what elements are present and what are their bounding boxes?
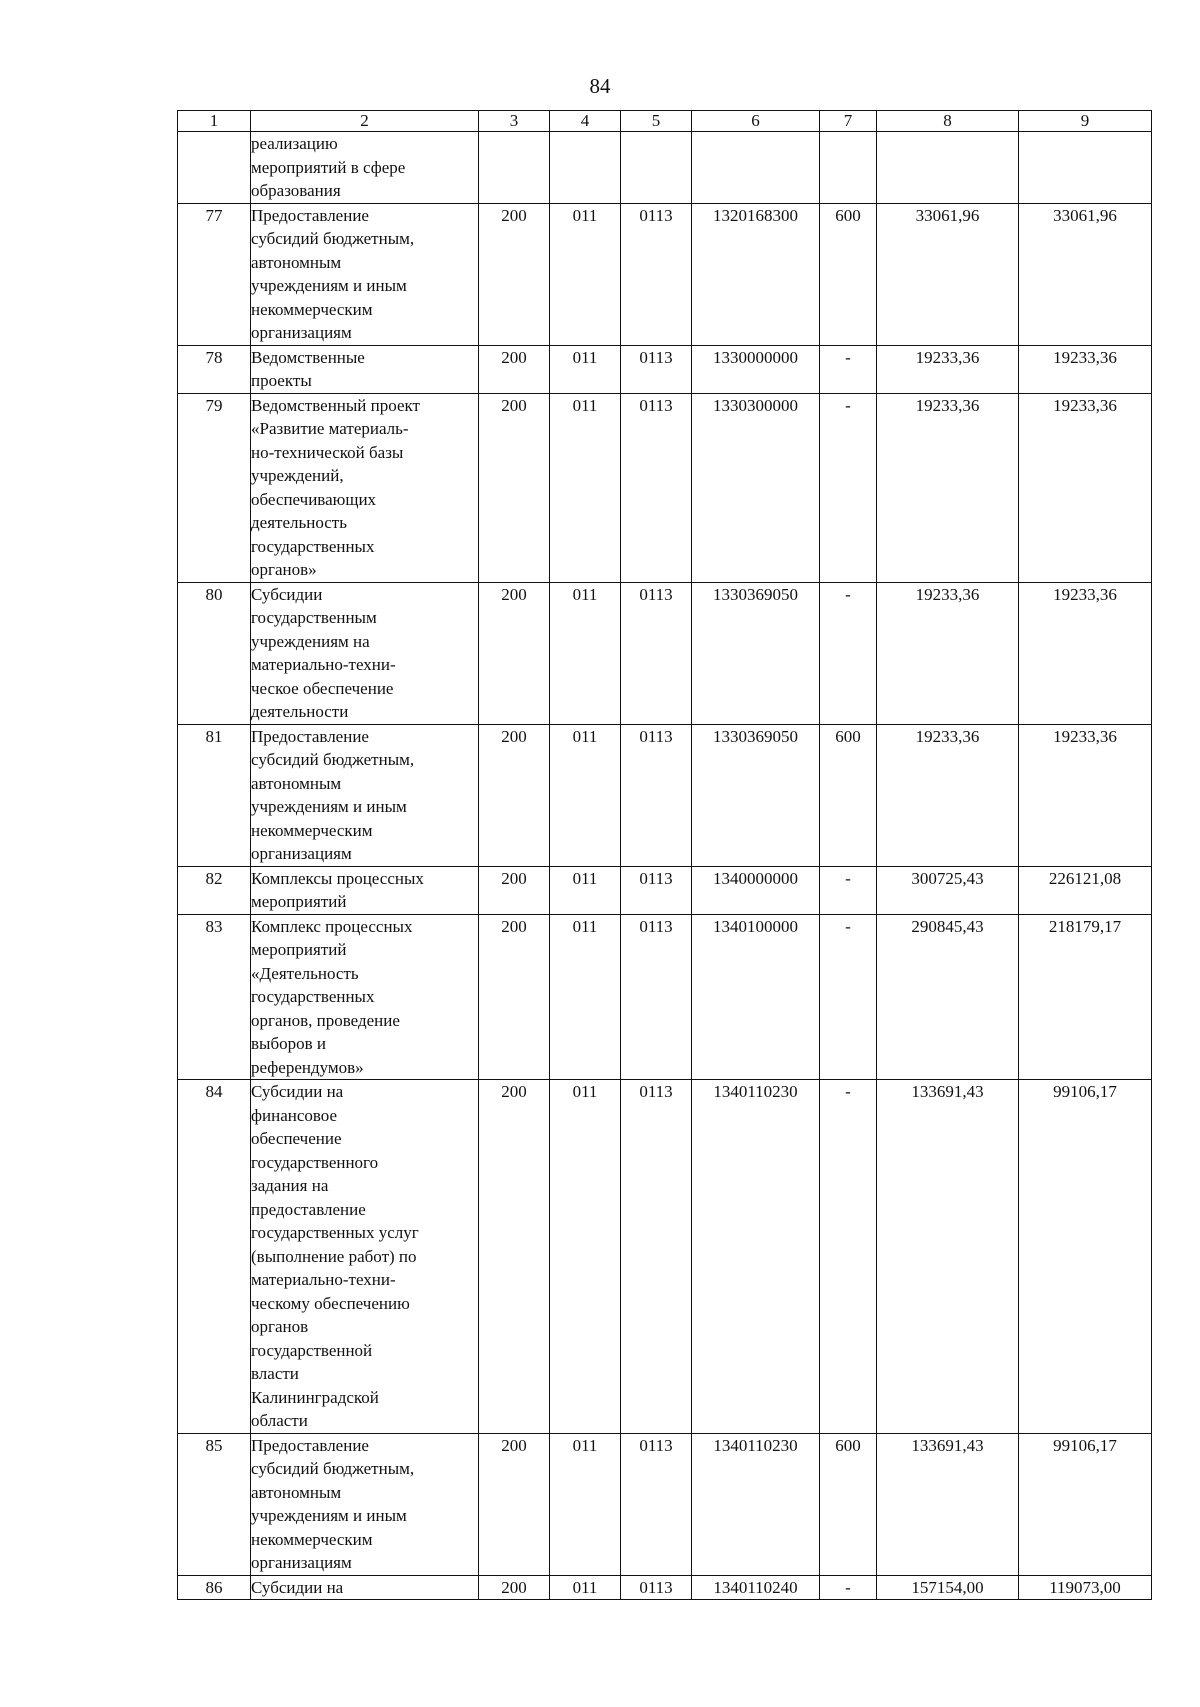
- amount-cell: 33061,96: [877, 203, 1019, 345]
- table-row: [178, 132, 1152, 204]
- column7-cell: -: [820, 393, 877, 582]
- item-name: [251, 132, 479, 204]
- table-row: [178, 1433, 1152, 1575]
- column-header-2: 2: [251, 111, 479, 132]
- item-name-line: «Деятельность: [251, 963, 359, 983]
- item-name-line: мероприятий в сфере: [251, 157, 406, 177]
- item-name-line: ческому обеспечению: [251, 1293, 410, 1313]
- column-header-3: 3: [479, 111, 550, 132]
- item-name-line: организациям: [251, 844, 352, 863]
- table-row: [178, 203, 1152, 345]
- table-row: [178, 914, 1152, 1080]
- item-name-line: образования: [251, 181, 341, 200]
- column5-cell: 0113: [621, 345, 692, 393]
- item-name-line: мероприятий: [251, 940, 347, 959]
- item-name-line: учреждениям на: [251, 631, 370, 651]
- column4-cell: [550, 132, 621, 204]
- item-name-line: области: [251, 1411, 308, 1430]
- item-name-line: (выполнение работ) по: [251, 1246, 417, 1266]
- column3-cell: 200: [479, 914, 550, 1080]
- page-number: 84: [589, 74, 611, 98]
- item-name-line: власти: [251, 1364, 299, 1383]
- header-row: [178, 111, 1152, 132]
- code-cell: 1320168300: [692, 203, 820, 345]
- column-header-1: 1: [178, 111, 251, 132]
- item-name-line: государственных: [251, 987, 375, 1006]
- column5-cell: 0113: [621, 203, 692, 345]
- code-cell: 1340000000: [692, 866, 820, 914]
- row-number: 79: [178, 393, 251, 582]
- column4-cell: 011: [550, 866, 621, 914]
- item-name-line: обеспечение: [251, 1129, 342, 1148]
- column5-cell: 0113: [621, 1433, 692, 1575]
- item-name-line: деятельности: [251, 702, 349, 721]
- column7-cell: -: [820, 1575, 877, 1600]
- column3-cell: 200: [479, 393, 550, 582]
- item-name-line: реализацию: [251, 134, 338, 153]
- amount-cell: 157154,00: [877, 1575, 1019, 1600]
- column4-cell: 011: [550, 393, 621, 582]
- amount-cell: 19233,36: [877, 393, 1019, 582]
- column4-cell: 011: [550, 1433, 621, 1575]
- amount2-cell: [1019, 132, 1152, 204]
- row-number: 85: [178, 1433, 251, 1575]
- item-name-line: государственным: [251, 608, 377, 627]
- item-name-line: деятельность: [251, 513, 347, 532]
- column7-cell: -: [820, 582, 877, 724]
- item-name-line: Предоставление: [251, 205, 369, 225]
- item-name-line: автономным: [251, 773, 342, 793]
- amount2-cell: 99106,17: [1019, 1080, 1152, 1434]
- column3-cell: [479, 132, 550, 204]
- column-header-4: 4: [550, 111, 621, 132]
- item-name-line: «Развитие материаль-: [251, 419, 409, 438]
- item-name-line: организациям: [251, 1553, 352, 1572]
- row-number: 82: [178, 866, 251, 914]
- budget-table: [177, 110, 1152, 1600]
- table-row: [178, 345, 1152, 393]
- amount2-cell: 119073,00: [1019, 1575, 1152, 1600]
- item-name-line: учреждений,: [251, 466, 344, 485]
- column3-cell: 200: [479, 582, 550, 724]
- column3-cell: 200: [479, 1433, 550, 1575]
- item-name-line: некоммерческим: [251, 1529, 373, 1549]
- item-name-line: субсидий бюджетным,: [251, 1459, 415, 1478]
- column4-cell: 011: [550, 724, 621, 866]
- column-header-9: 9: [1019, 111, 1152, 132]
- item-name-line: некоммерческим: [251, 820, 373, 840]
- column5-cell: 0113: [621, 866, 692, 914]
- item-name-line: Комплексы процессных: [251, 868, 424, 888]
- amount-cell: 133691,43: [877, 1433, 1019, 1575]
- column4-cell: 011: [550, 582, 621, 724]
- item-name-line: учреждениям и иным: [251, 276, 407, 295]
- item-name-line: Субсидии на: [251, 1577, 344, 1597]
- column-header-8: 8: [877, 111, 1019, 132]
- column7-cell: 600: [820, 1433, 877, 1575]
- column5-cell: 0113: [621, 393, 692, 582]
- column4-cell: 011: [550, 1080, 621, 1434]
- item-name-line: Калининградской: [251, 1387, 379, 1407]
- item-name-line: органов, проведение: [251, 1010, 400, 1030]
- table-row: [178, 724, 1152, 866]
- column7-cell: -: [820, 1080, 877, 1434]
- column4-cell: 011: [550, 1575, 621, 1600]
- amount-cell: 19233,36: [877, 582, 1019, 724]
- amount-cell: 290845,43: [877, 914, 1019, 1080]
- item-name-line: предоставление: [251, 1199, 366, 1219]
- amount-cell: 19233,36: [877, 345, 1019, 393]
- amount-cell: 300725,43: [877, 866, 1019, 914]
- item-name-line: ческое обеспечение: [251, 678, 394, 698]
- amount2-cell: 19233,36: [1019, 724, 1152, 866]
- item-name-line: Предоставление: [251, 726, 369, 746]
- code-cell: 1330000000: [692, 345, 820, 393]
- amount-cell: 19233,36: [877, 724, 1019, 866]
- code-cell: [692, 132, 820, 204]
- item-name-line: государственных услуг: [251, 1223, 419, 1242]
- column-header-6: 6: [692, 111, 820, 132]
- column3-cell: 200: [479, 1575, 550, 1600]
- amount2-cell: 226121,08: [1019, 866, 1152, 914]
- item-name-line: автономным: [251, 1482, 342, 1502]
- item-name-line: выборов и: [251, 1034, 326, 1053]
- row-number: 80: [178, 582, 251, 724]
- item-name-line: Ведомственные: [251, 347, 365, 367]
- column3-cell: 200: [479, 866, 550, 914]
- item-name-line: субсидий бюджетным,: [251, 229, 415, 248]
- column5-cell: 0113: [621, 914, 692, 1080]
- item-name-line: автономным: [251, 252, 342, 272]
- column7-cell: [820, 132, 877, 204]
- item-name: [251, 345, 479, 393]
- code-cell: 1340110230: [692, 1433, 820, 1575]
- item-name-line: учреждениям и иным: [251, 1506, 407, 1525]
- column4-cell: 011: [550, 914, 621, 1080]
- item-name-line: государственной: [251, 1340, 373, 1360]
- code-cell: 1330300000: [692, 393, 820, 582]
- row-number: 77: [178, 203, 251, 345]
- item-name-line: Субсидии на: [251, 1082, 344, 1101]
- column-header-7: 7: [820, 111, 877, 132]
- code-cell: 1330369050: [692, 724, 820, 866]
- table-row: [178, 1575, 1152, 1600]
- item-name-line: учреждениям и иным: [251, 797, 407, 816]
- item-name-line: государственных: [251, 536, 375, 556]
- item-name-line: задания на: [251, 1176, 329, 1195]
- column7-cell: 600: [820, 203, 877, 345]
- item-name-line: органов»: [251, 560, 317, 579]
- code-cell: 1340110240: [692, 1575, 820, 1600]
- column5-cell: 0113: [621, 582, 692, 724]
- item-name: [251, 1080, 479, 1434]
- row-number: [178, 132, 251, 204]
- item-name: [251, 203, 479, 345]
- item-name-line: материально-техни-: [251, 1270, 396, 1289]
- column5-cell: 0113: [621, 1575, 692, 1600]
- amount2-cell: 19233,36: [1019, 345, 1152, 393]
- item-name-line: обеспечивающих: [251, 489, 377, 509]
- item-name: [251, 724, 479, 866]
- row-number: 86: [178, 1575, 251, 1600]
- code-cell: 1340110230: [692, 1080, 820, 1434]
- table-row: [178, 866, 1152, 914]
- item-name-line: некоммерческим: [251, 299, 373, 319]
- item-name-line: мероприятий: [251, 892, 347, 911]
- row-number: 84: [178, 1080, 251, 1434]
- item-name: [251, 1575, 479, 1600]
- row-number: 81: [178, 724, 251, 866]
- column4-cell: 011: [550, 345, 621, 393]
- item-name-line: организациям: [251, 323, 352, 342]
- amount2-cell: 218179,17: [1019, 914, 1152, 1080]
- amount-cell: [877, 132, 1019, 204]
- item-name-line: референдумов»: [251, 1057, 364, 1077]
- item-name: [251, 1433, 479, 1575]
- item-name-line: Комплекс процессных: [251, 916, 413, 936]
- table-row: [178, 393, 1152, 582]
- table-row: [178, 582, 1152, 724]
- item-name-line: материально-техни-: [251, 655, 396, 674]
- item-name-line: Ведомственный проект: [251, 395, 420, 415]
- amount2-cell: 33061,96: [1019, 203, 1152, 345]
- item-name: [251, 866, 479, 914]
- column7-cell: -: [820, 345, 877, 393]
- item-name-line: финансовое: [251, 1105, 338, 1125]
- column3-cell: 200: [479, 203, 550, 345]
- column7-cell: -: [820, 866, 877, 914]
- table-row: [178, 1080, 1152, 1434]
- amount2-cell: 19233,36: [1019, 393, 1152, 582]
- item-name-line: Предоставление: [251, 1435, 369, 1455]
- item-name-line: но-технической базы: [251, 442, 404, 462]
- column3-cell: 200: [479, 724, 550, 866]
- item-name-line: государственного: [251, 1152, 379, 1172]
- row-number: 83: [178, 914, 251, 1080]
- item-name: [251, 914, 479, 1080]
- item-name-line: субсидий бюджетным,: [251, 750, 415, 769]
- column5-cell: 0113: [621, 724, 692, 866]
- column4-cell: 011: [550, 203, 621, 345]
- amount2-cell: 99106,17: [1019, 1433, 1152, 1575]
- item-name: [251, 393, 479, 582]
- row-number: 78: [178, 345, 251, 393]
- column-header-5: 5: [621, 111, 692, 132]
- code-cell: 1340100000: [692, 914, 820, 1080]
- item-name-line: проекты: [251, 371, 312, 390]
- column3-cell: 200: [479, 345, 550, 393]
- item-name-line: органов: [251, 1317, 309, 1336]
- column3-cell: 200: [479, 1080, 550, 1434]
- amount2-cell: 19233,36: [1019, 582, 1152, 724]
- amount-cell: 133691,43: [877, 1080, 1019, 1434]
- column7-cell: 600: [820, 724, 877, 866]
- column5-cell: 0113: [621, 1080, 692, 1434]
- item-name: [251, 582, 479, 724]
- code-cell: 1330369050: [692, 582, 820, 724]
- column7-cell: -: [820, 914, 877, 1080]
- column5-cell: [621, 132, 692, 204]
- item-name-line: Субсидии: [251, 584, 323, 604]
